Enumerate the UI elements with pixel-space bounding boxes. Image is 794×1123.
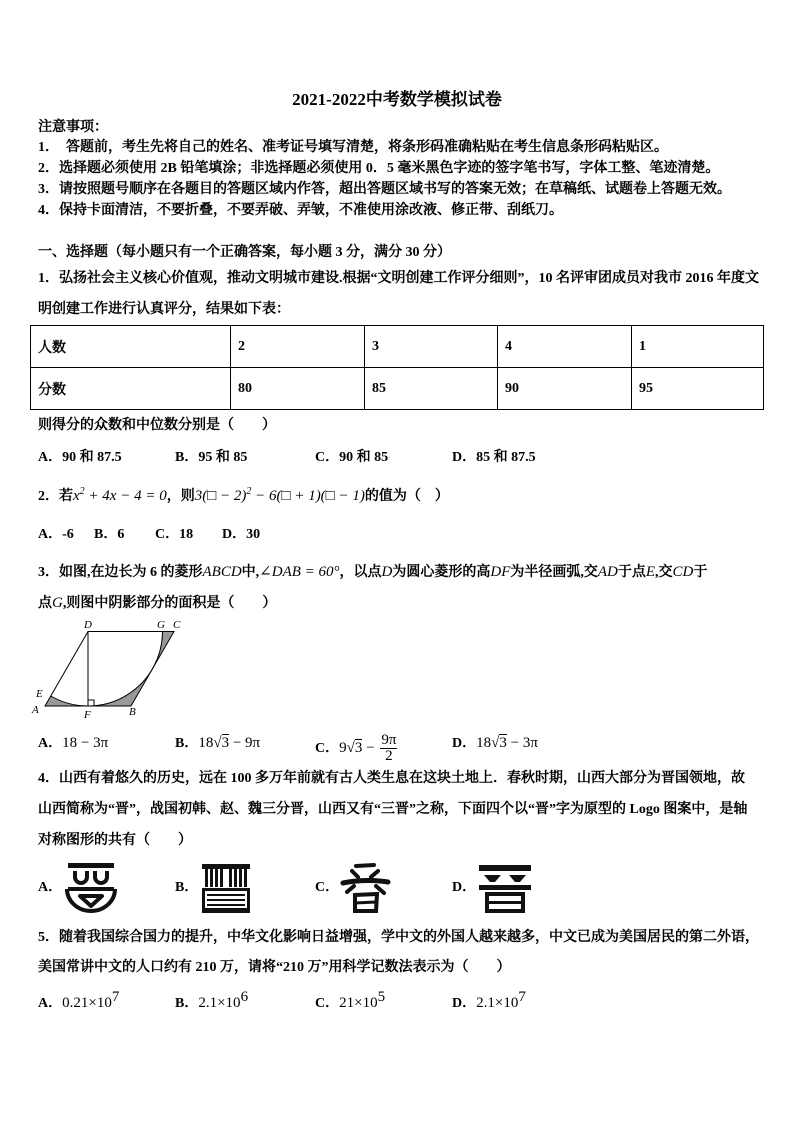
q3-text: 于 [693,565,708,580]
q3-math: CD [672,564,694,580]
option-label: A． [38,996,63,1011]
jin-logo-d-icon [476,861,534,915]
expression-prefix: 9√ [339,739,355,756]
q2-text-line [38,486,449,507]
q3-text-line [38,562,707,583]
q3-math: ABCD [202,564,242,580]
rhombus-figure [30,618,195,720]
option-label: D． [452,736,477,751]
table-cell: 3 [365,326,498,368]
option-base: 2.1×10 [476,995,519,1011]
q3-text: ,交 [655,565,673,580]
q3-option-b [175,733,260,754]
section-heading: 一、选择题（每小题只有一个正确答案，每小题 3 分，满分 30 分） [38,245,451,260]
q2-option-c: C．18 [155,527,194,542]
label-f: F [84,709,91,720]
table-row [31,368,764,410]
q3-math: D [381,564,393,580]
q3-text: 点 [38,596,52,611]
expression-suffix: − 9π [229,735,261,751]
q2-end: 的值为（ ） [364,489,449,504]
q1-option-d: D．85 和 87.5 [452,450,536,465]
q3-text-line [38,593,276,614]
q3-text: 于点 [617,565,646,580]
radicand: 3 [499,735,507,751]
label-e: E [36,688,43,700]
q3-math: E [645,564,656,580]
q4-option-c-label: C． [315,880,340,895]
option-exponent: 5 [377,989,386,1005]
notice-item: 1． 答题前，考生先将自己的姓名、准考证号填写清楚，将条形码准确粘贴在考生信息条形码粘贴区。 [38,140,668,155]
q1-option-b: B．95 和 85 [175,450,248,465]
option-expression [198,734,260,751]
option-base: 21×10 [339,995,378,1011]
right-angle-mark [88,700,94,706]
option-expression [339,732,397,764]
q3-option-a [38,733,108,754]
fraction-numerator: 9π [381,732,397,748]
q2-equation [73,488,167,504]
q2-option-d: D．30 [222,527,261,542]
label-d: D [84,619,92,631]
q3-text: 3．如图,在边长为 6 的菱形 [38,565,203,580]
option-base: 0.21×10 [62,995,112,1011]
q4-option-b-label: B． [175,880,199,895]
table-cell: 90 [498,368,632,410]
q5-option-b [175,989,249,1014]
option-exponent: 7 [518,989,526,1005]
q2-equation-exponent: 2 [79,486,85,497]
q2-mid: ，则 [166,489,195,504]
q1-option-a: A．90 和 87.5 [38,450,122,465]
notice-item: 3．请按照题号顺序在各题目的答题区域内作答，超出答题区域书写的答案无效；在草稿纸、试题卷上答题无效。 [38,182,731,197]
q3-text: 中, [241,565,260,580]
option-expression [476,734,538,751]
table-cell: 95 [632,368,764,410]
expression-suffix: − 3π [506,735,538,751]
option-base: 2.1×10 [198,995,241,1011]
q2-equation-rest: + 4x − 4 = 0 [84,488,167,504]
expression-prefix: 18√ [198,735,222,751]
q2-intro: 2．若 [38,489,73,504]
q3-math: DF [490,564,511,580]
q4-text-line: 山西简称为“晋”，战国初韩、赵、魏三分晋，山西又有“三晋”之称，下面四个以“晋”字为原型的 Logo 图案中，是轴 [38,802,748,817]
option-label: D． [452,996,477,1011]
q1-text-line: 1．弘扬社会主义核心价值观，推动文明城市建设.根据“文明创建工作评分细则”，10 名评审团成员对我市 2016 年度文 [38,271,759,286]
table-cell: 80 [231,368,365,410]
expression-suffix: − [362,739,379,756]
notice-item: 4．保持卡面清洁，不要折叠，不要弄破、弄皱，不准使用涂改液、修正带、刮纸刀。 [38,203,563,218]
option-label: C． [315,740,340,756]
q4-option-d-label: D． [452,880,477,895]
q4-option-a-label: A． [38,880,63,895]
q4-text-line: 对称图形的共有（ ） [38,833,192,848]
option-label: A． [38,736,63,751]
q1-option-c: C．90 和 85 [315,450,389,465]
q3-option-c [315,733,397,764]
q2-expression [195,488,365,504]
radicand: 3 [221,735,230,751]
option-exponent: 6 [240,989,249,1005]
q1-text-line: 明创建工作进行认真评分，结果如下表： [38,302,290,317]
option-label: C． [315,996,340,1011]
q3-math: ∠DAB = 60° [259,564,340,580]
shaded-region-left [45,696,88,706]
q2-option-b: B．6 [94,527,125,542]
q3-text: ，以点 [339,565,382,580]
label-c: C [173,619,181,631]
q3-math: G [52,595,63,611]
fraction-denominator: 2 [385,748,393,764]
page-title: 2021-2022中考数学模拟试卷 [292,90,502,109]
jin-logo-b-icon [199,861,253,915]
option-expression: 18 − 3π [62,735,109,751]
notice-item: 2．选择题必须使用 2B 铅笔填涂；非选择题必须使用 0．5 毫米黑色字迹的签字笔书写，字体工整、笔迹清楚。 [38,161,720,176]
q4-text-line: 4．山西有着悠久的历史，远在 100 多万年前就有古人类生息在这块土地上．春秋时期，山西大部分为晋国领地，故 [38,771,745,786]
q2-expression-base: 3(□ − 2) [194,488,247,504]
q3-text: 为圆心菱形的高 [392,565,491,580]
arc-eg [51,632,163,706]
q2-expression-exponent: 2 [246,486,252,497]
q5-text-line: 5．随着我国综合国力的提升，中华文化影响日益增强，学中文的外国人越来越多，中文已成为美国居民的第二外语， [38,930,759,945]
rhombus-outline [45,632,174,707]
q2-expression-rest: − 6(□ + 1)(□ − 1) [251,488,365,504]
jin-logo-c-icon [338,860,394,916]
option-label: B． [175,736,199,751]
q3-text: 为半径画弧,交 [510,565,598,580]
option-exponent: 7 [111,989,120,1005]
table-cell: 2 [231,326,365,368]
q1-score-table [30,325,764,410]
q1-prompt: 则得分的众数和中位数分别是（ ） [38,418,276,433]
label-g: G [157,619,165,631]
label-a: A [32,704,39,716]
expression-prefix: 18√ [476,735,500,751]
jin-logo-a-icon [62,860,120,916]
table-cell: 85 [365,368,498,410]
q2-option-a: A．-6 [38,527,74,542]
table-cell: 1 [632,326,764,368]
table-row-header: 人数 [31,326,231,368]
shaded-region-right [88,632,174,707]
q5-option-d [452,989,526,1014]
q3-option-d [452,733,538,754]
table-cell: 4 [498,326,632,368]
fraction [380,733,397,764]
option-label: B． [175,996,199,1011]
table-row [31,326,764,368]
q3-text: ,则图中阴影部分的面积是（ ） [62,596,277,611]
radicand: 3 [354,739,363,756]
notice-heading: 注意事项： [38,120,108,135]
q3-math: AD [597,564,618,580]
q5-option-a [38,989,120,1014]
q5-option-c [315,989,386,1014]
label-b: B [129,706,136,718]
table-row-header: 分数 [31,368,231,410]
q2-equation-base: x [73,488,80,504]
q5-text-line: 美国常讲中文的人口约有 210 万，请将“210 万”用科学记数法表示为（ ） [38,960,511,975]
